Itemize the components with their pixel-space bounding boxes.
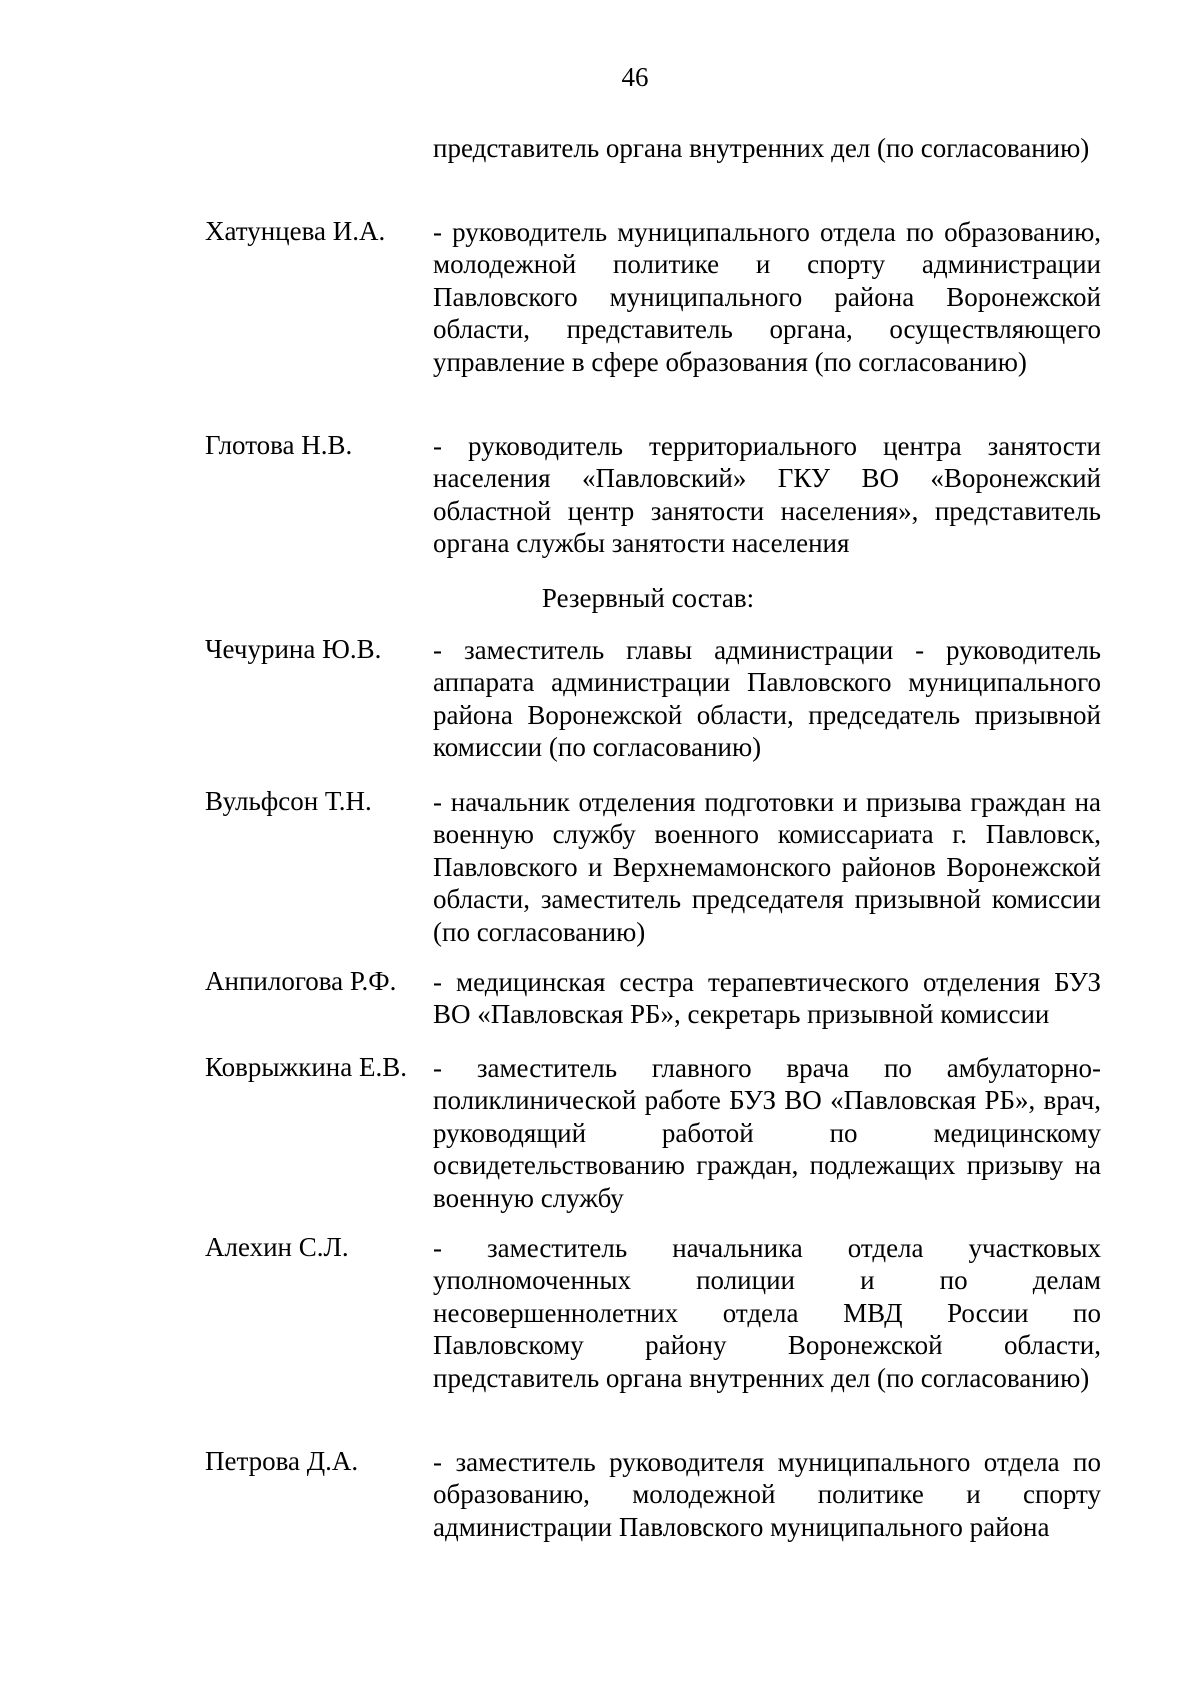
member-name: Чечурина Ю.В. xyxy=(205,634,382,664)
continuation-text: представитель органа внутренних дел (по согласованию) xyxy=(433,133,1090,163)
member-role: - медицинская сестра терапевтического отделения БУЗ ВО «Павловская РБ», секретарь призывной комиссии xyxy=(433,967,1101,1030)
member-name: Глотова Н.В. xyxy=(205,430,353,460)
member-name: Вульфсон Т.Н. xyxy=(205,786,372,816)
member-role: - руководитель муниципального отдела по образованию, молодежной политике и спорту администрации Павловского муниципального района Воронежской области, представитель органа, осуществляющего управление в сфере образования (по согласованию) xyxy=(433,217,1101,377)
member-role: - начальник отделения подготовки и призыва граждан на военную службу военного комиссариата г. Павловск, Павловского и Верхнемамонского районов Воронежской области, заместитель председателя призывной комиссии (по согласованию) xyxy=(433,787,1101,947)
reserve-heading: Резервный состав: xyxy=(541,583,755,613)
member-name: Петрова Д.А. xyxy=(205,1446,359,1476)
member-role: - заместитель руководителя муниципального отдела по образованию, молодежной политике и спорту администрации Павловского муниципального района xyxy=(433,1447,1101,1542)
member-role: - руководитель территориального центра занятости населения «Павловский» ГКУ ВО «Воронежский областной центр занятости населения», представитель органа службы занятости населения xyxy=(433,431,1101,559)
member-role: - заместитель начальника отдела участковых уполномоченных полиции и по делам несовершеннолетних отдела МВД России по Павловскому району Воронежской области, представитель органа внутренних дел (по согласованию) xyxy=(433,1233,1101,1393)
member-name: Коврыжкина Е.В. xyxy=(205,1052,407,1082)
member-name: Алехин С.Л. xyxy=(205,1232,349,1262)
member-name: Хатунцева И.А. xyxy=(205,216,386,246)
member-role: - заместитель главы администрации - руководитель аппарата администрации Павловского муниципального района Воронежской области, председатель призывной комиссии (по согласованию) xyxy=(433,635,1101,763)
member-name: Анпилогова Р.Ф. xyxy=(205,966,397,996)
page-number: 46 xyxy=(621,62,649,92)
member-role: - заместитель главного врача по амбулаторно-поликлинической работе БУЗ ВО «Павловская РБ», врач, руководящий работой по медицинскому освидетельствованию граждан, подлежащих призыву на военную службу xyxy=(433,1053,1101,1213)
